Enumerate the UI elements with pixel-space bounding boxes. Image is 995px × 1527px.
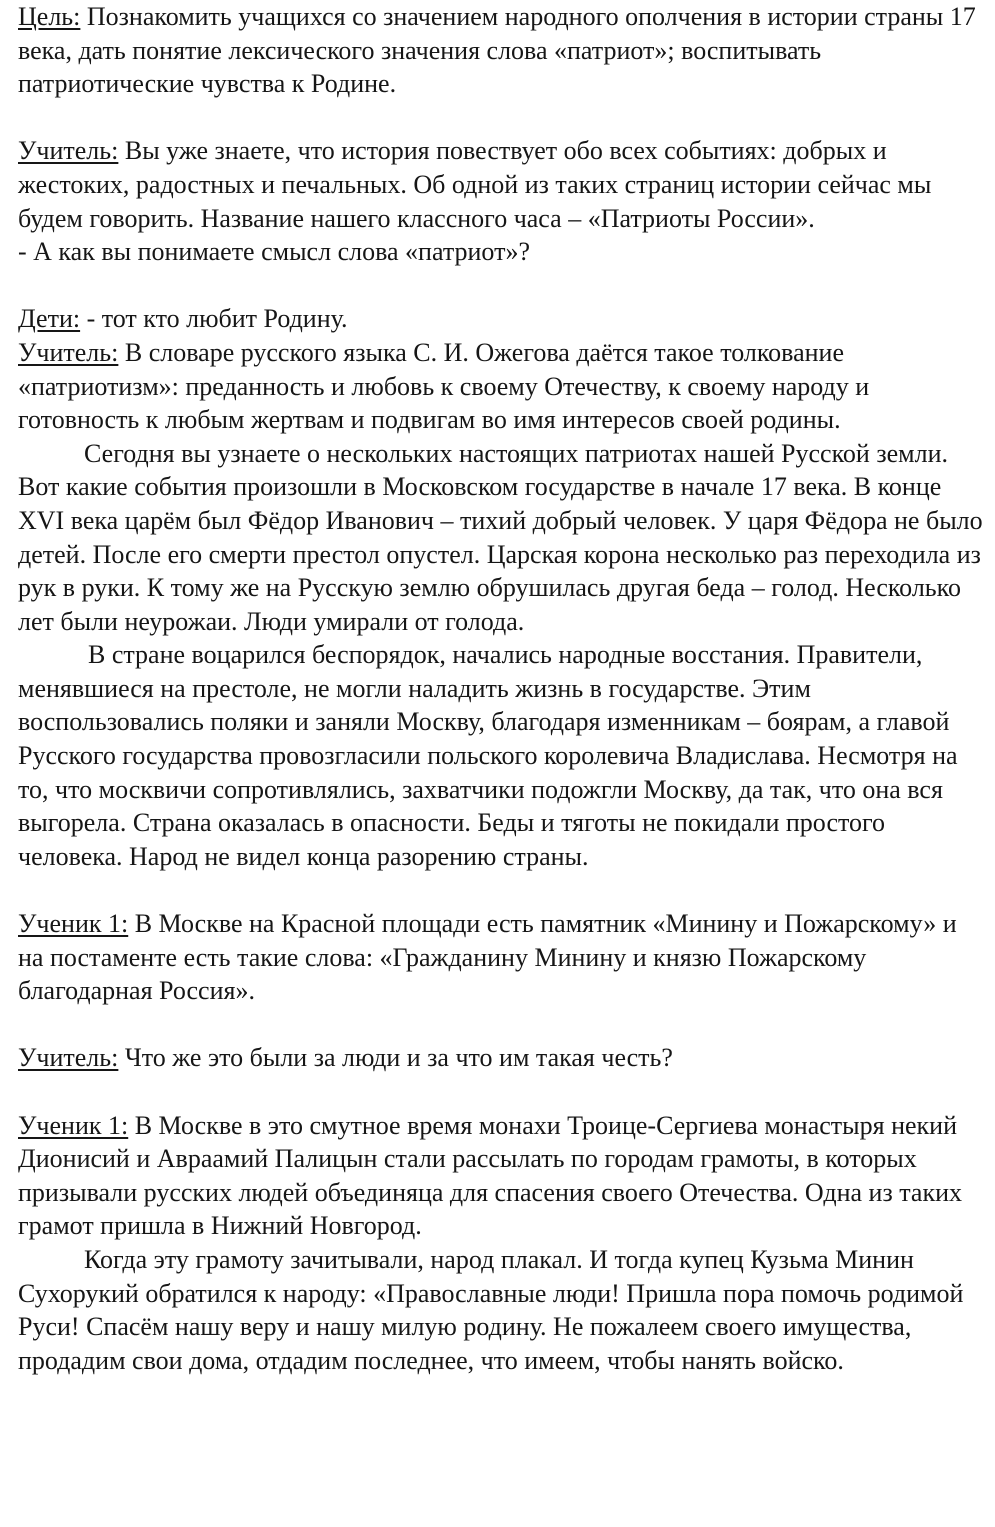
teacher-label: Учитель: [18,136,119,166]
teacher-intro-text: Вы уже знаете, что история повествует обо всех событиях: добрых и жестоких, радостных и печальных. Об одной из таких страниц истории сейчас мы будем говорить. Название нашего классного часа – «Патриоты России». [18,136,932,233]
teacher-question-text: Что же это были за люди и за что им такая честь? [118,1043,673,1073]
children-answer-paragraph [18,302,987,336]
story-paragraph-2: В стране воцарился беспорядок, начались народные восстания. Правители, менявшиеся на престоле, не могли наладить жизнь в государстве. Этим воспользовались поляки и заняли Москву, благодаря изменникам – боярам, а главой Русского государства провозгласили польского королевича Владислава. Несмотря на то, что москвичи сопротивлялись, захватчики подожгли Москву, да так, что она вся выгорела. Страна оказалась в опасности. Беды и тяготы не покидали простого человека. Народ не видел конца разорению страны. [18,640,958,871]
children-answer-text: - тот кто любит Родину. [80,304,348,334]
teacher-label: Учитель: [18,1043,119,1073]
teacher-intro-paragraph [18,134,987,235]
teacher-question-line: - А как вы понимаете смысл слова «патриот»? [18,237,530,267]
student-monument-text: В Москве на Красной площади есть памятник «Минину и Пожарскому» и на постаменте есть такие слова: «Гражданину Минину и князю Пожарскому благодарная Россия». [18,909,957,1006]
blank-line [18,1075,987,1109]
teacher-definition-paragraph [18,336,987,437]
minin-paragraph: Когда эту грамоту зачитывали, народ плакал. И тогда купец Кузьма Минин Сухорукий обратился к народу: «Православные люди! Пришла пора помочь родимой Руси! Спасём нашу веру и нашу милую родину. Не пожалеем своего имущества, продадим свои дома, отдадим последнее, что имеем, чтобы нанять войско. [18,1244,964,1375]
children-label: Дети: [18,304,81,334]
student-label: Ученик 1: [18,1110,129,1140]
student-monument-paragraph [18,907,987,1008]
story-paragraph-1: Сегодня вы узнаете о нескольких настоящих патриотах нашей Русской земли. Вот какие события произошли в Московском государстве в начале 17 века. В конце XVI века царём был Фёдор Иванович – тихий добрый человек. У царя Фёдора не было детей. После его смерти престол опустел. Царская корона несколько раз переходила из рук в руки. К тому же на Русскую землю обрушилась другая беда – голод. Несколько лет были неурожаи. Люди умирали от голода. [18,438,983,636]
student-story-text: В Москве в это смутное время монахи Троице-Сергиева монастыря некий Дионисий и Авраамий Палицын стали рассылать по городам грамоты, в которых призывали русских людей объединяца для спасения своего Отечества. Одна из таких грамот пришла в Нижний Новгород. [18,1110,962,1241]
goal-label: Цель: [18,2,81,31]
blank-line [18,873,987,907]
teacher-definition-text: В словаре русского языка С. И. Ожегова даётся такое толкование «патриотизм»: преданность и любовь к своему Отечеству, к своему народу и готовность к любым жертвам и подвигам во имя интересов своей родины. [18,337,870,435]
blank-line [18,269,987,303]
goal-text: Познакомить учащихся со значением народного ополчения в истории страны 17 века, дать понятие лексического значения слова «патриот»; воспитывать патриотические чувства к Родине. [18,2,976,99]
teacher-question-paragraph [18,1041,987,1075]
blank-line [18,1008,987,1042]
goal-paragraph [18,0,987,101]
student-label: Ученик 1: [18,909,129,939]
teacher-label: Учитель: [18,337,119,367]
student-story-paragraph [18,1109,987,1243]
blank-line [18,101,987,135]
